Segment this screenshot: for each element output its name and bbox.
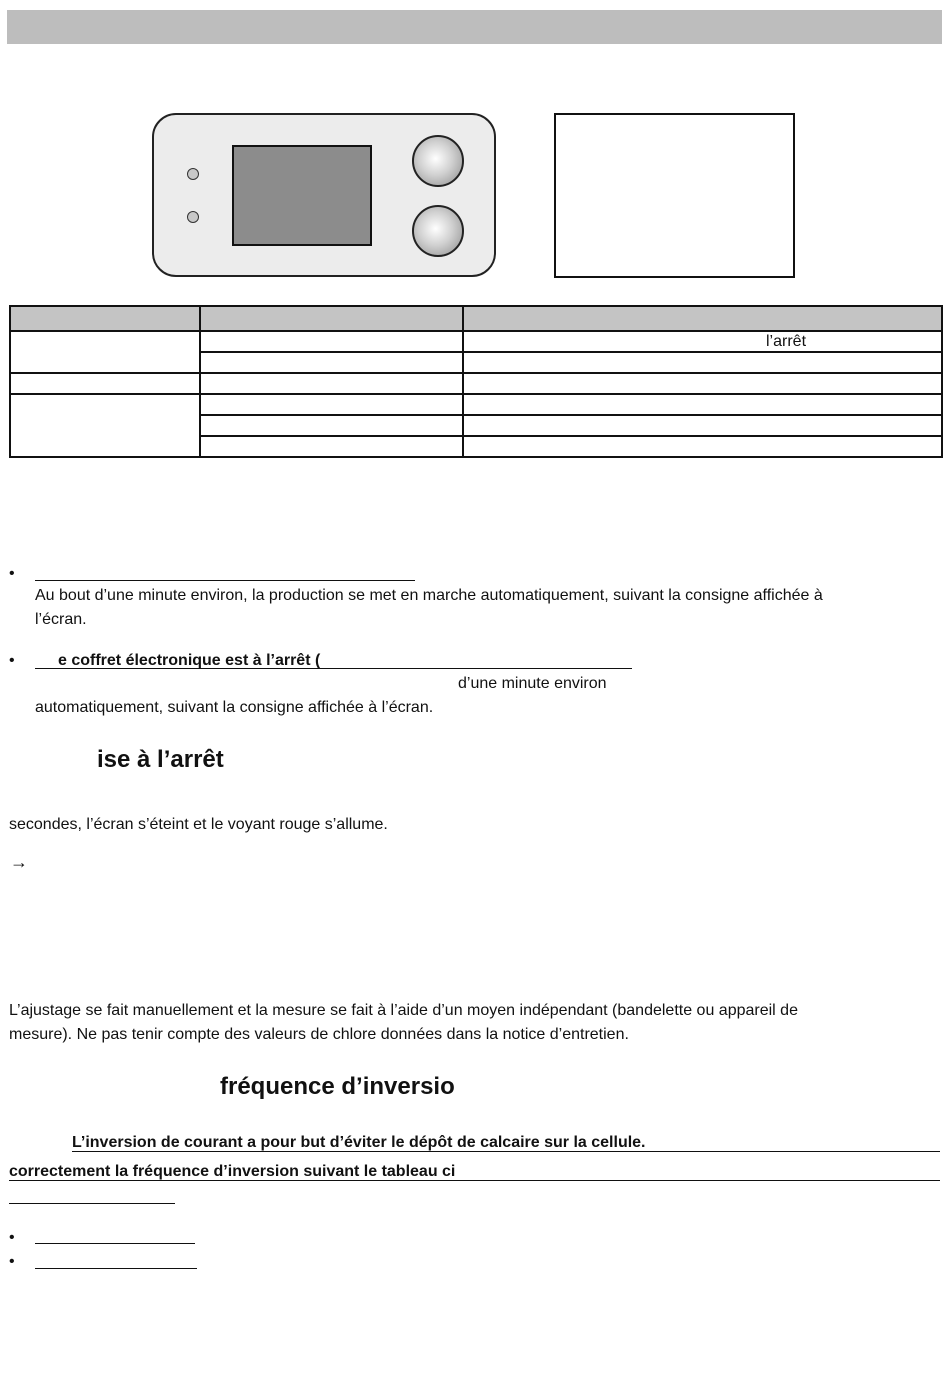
table-cell: l’arrêt	[463, 331, 942, 352]
inversion-text-line1: L’inversion de courant a pour but d’éviter le dépôt de calcaire sur la cellule.	[72, 1134, 646, 1151]
device-display-screen	[232, 145, 372, 246]
table-cell	[200, 436, 463, 457]
table-cell	[463, 415, 942, 436]
table-cell	[200, 394, 463, 415]
underline-rule	[35, 668, 632, 669]
inversion-section-title: fréquence d’inversio	[220, 1073, 455, 1100]
table-cell	[200, 331, 463, 352]
bullet-marker: •	[9, 652, 15, 669]
table-cell	[463, 373, 942, 394]
start-bullet2-fragment: d’une minute environ	[458, 675, 607, 692]
stop-section-body: secondes, l’écran s’éteint et le voyant rouge s’allume.	[9, 816, 388, 833]
table-cell	[200, 373, 463, 394]
table-header-cell	[10, 306, 200, 331]
control-panel-illustration	[152, 113, 496, 277]
table-header-cell	[200, 306, 463, 331]
start-bullet2-heading: e coffret électronique est à l’arrêt (	[58, 652, 321, 669]
table-cell	[10, 331, 200, 373]
underline-rule	[35, 1243, 195, 1244]
table-row	[10, 373, 942, 394]
table-cell	[463, 394, 942, 415]
underline-rule	[35, 580, 415, 581]
bullet-marker: •	[9, 1229, 15, 1246]
table-header-row	[10, 306, 942, 331]
stop-section-title: ise à l’arrêt	[97, 746, 224, 773]
indicator-led-top	[187, 168, 199, 180]
table-cell	[10, 394, 200, 457]
legend-box	[554, 113, 795, 278]
underline-rule	[9, 1203, 175, 1204]
table-cell	[200, 415, 463, 436]
header-bar	[7, 10, 942, 44]
underline-rule	[72, 1151, 940, 1152]
underline-rule	[35, 1268, 197, 1269]
table-row	[10, 331, 942, 352]
device-button-top	[412, 135, 464, 187]
bullet-marker: •	[9, 1253, 15, 1270]
table-cell	[463, 436, 942, 457]
device-button-bottom	[412, 205, 464, 257]
inversion-text-line2: correctement la fréquence d’inversion suivant le tableau ci	[9, 1163, 456, 1180]
bullet-marker: •	[9, 565, 15, 582]
start-bullet1-text-cont: l’écran.	[35, 611, 87, 628]
table-row	[10, 394, 942, 415]
indicator-led-bottom	[187, 211, 199, 223]
table-cell	[200, 352, 463, 373]
state-table	[9, 305, 943, 458]
underline-rule	[9, 1180, 940, 1181]
table-header-cell	[463, 306, 942, 331]
arrow-icon: →	[10, 852, 28, 872]
start-bullet2-text-cont: automatiquement, suivant la consigne affichée à l’écran.	[35, 699, 434, 716]
table-cell	[10, 373, 200, 394]
adjust-text-line2: mesure). Ne pas tenir compte des valeurs de chlore données dans la notice d’entretien.	[9, 1026, 629, 1043]
adjust-text-line1: L’ajustage se fait manuellement et la mesure se fait à l’aide d’un moyen indépendant (bandelette ou appareil de	[9, 1002, 798, 1019]
table-cell	[463, 352, 942, 373]
start-bullet1-text: Au bout d’une minute environ, la production se met en marche automatiquement, suivant la consigne affichée à	[35, 587, 823, 604]
